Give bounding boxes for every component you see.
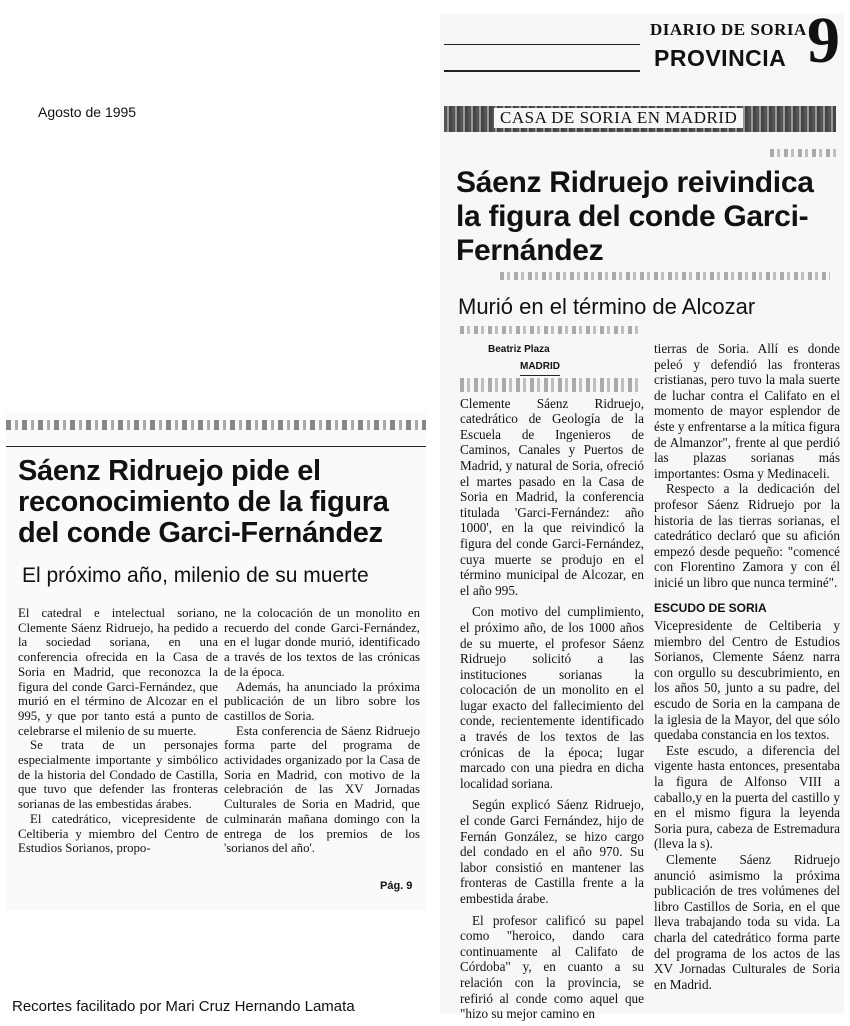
right-subheadline: Murió en el término de Alcozar	[458, 294, 756, 319]
right-newspaper-clipping	[440, 4, 844, 1022]
print-noise	[460, 378, 640, 392]
left-newspaper-clipping	[6, 412, 426, 910]
right-paragraph: Vicepresidente de Celtiberia y miembro del Centro de Estudios Sorianos, Clemente Sáenz narra con orgullo su descubrimiento, en los años 50, junto a su padre, del escudo de Soria en la campana de la iglesia de la Mayor, del que sólo quedaba constancia en los textos.	[654, 618, 840, 743]
date-note: Agosto de 1995	[38, 104, 137, 120]
left-subheadline: El próximo año, milenio de su muerte	[22, 564, 369, 587]
section-bar	[444, 106, 836, 132]
right-inline-subhead: ESCUDO DE SORIA	[654, 600, 767, 615]
masthead-paper-name: DIARIO DE SORIA	[650, 20, 807, 39]
right-paragraph: Clemente Sáenz Ridruejo anunció asimismo la próxima publicación de tres volúmenes del libro Castillos de Soria, en el que lleva trabajando toda su vida. La charla del catedrático forma parte del programa de los actos de las XV Jornadas Culturales de Soria en Madrid.	[654, 852, 840, 992]
right-article-column-1	[460, 357, 644, 1022]
print-noise	[500, 272, 830, 280]
print-noise	[770, 149, 840, 157]
right-paragraph: Clemente Sáenz Ridruejo, catedrático de Geología de la Escuela de Ingenieros de Caminos, Canales y Puertos de Madrid, y natural de Soria, ofreció el martes pasado en la Casa de Soria en Madrid, la conferencia titulada 'Garci-Fernández: año 1000', en la que reivindicó la figura del conde Garci-Fernández, cuya muerte se produjo en el término municipal de Alcozar, en el año 995.	[460, 395, 644, 598]
left-article-column-2	[224, 606, 420, 856]
print-noise	[6, 420, 426, 430]
left-paragraph: ne la colocación de un monolito en recuerdo del conde Garci-Fernández, en el lugar donde murió, identificado a través de los textos de las crónicas de la época.	[224, 606, 420, 679]
left-paragraph: Además, ha anunciado la próxima publicación de un libro sobre los castillos de Soria.	[224, 679, 420, 723]
masthead-section-name: PROVINCIA	[654, 45, 787, 71]
masthead-rule	[444, 70, 640, 72]
masthead-rule	[444, 44, 640, 45]
left-paragraph: Esta conferencia de Sáenz Ridruejo forma parte del programa de actividades organizado por la Casa de Soria en Madrid, con motivo de la celebración de las XV Jornadas Culturales de Soria en Madrid, que culminarán mañana domingo con la entrega de los premios de los 'sorianos del año'.	[224, 723, 420, 856]
right-paragraph: tierras de Soria. Allí es donde peleó y defendió las fronteras cristianas, pero tuvo la mala suerte de luchar contra el Califato en el momento de mayor esplendor de éste y enfrentarse a la mítica figura de Almanzor", frente al que perdió las plazas sorianas más importantes: Osma y Medinaceli.	[654, 341, 840, 481]
dateline: MADRID	[520, 359, 560, 376]
credit-note: Recortes facilitado por Mari Cruz Hernando Lamata	[12, 998, 355, 1015]
right-headline: Sáenz Ridruejo reivindica la figura del conde Garci-Fernández	[456, 166, 814, 267]
right-paragraph: Este escudo, a diferencia del vigente hasta entonces, presentaba la figura de Alfonso VIII a caballo,y en la puerta del castillo y en el mismo figura la leyenda Soria pura, cabeza de Estremadura (lleva la s).	[654, 742, 840, 852]
right-paragraph: Con motivo del cumplimiento, el próximo año, de los 1000 años de su muerte, el profesor Sáenz Ridruejo solicitó a las instituciones sorianas la colocación de un monolito en el lugar exacto del fallecimiento del conde, recientemente identificado a través de los textos de las crónicas de la época; lugar marcado con una piedra en dicha localidad soriana.	[460, 604, 644, 791]
left-paragraph: El catedrático, vicepresidente de Celtiberia y miembro del Centro de Estudios Sorianos, propo-	[18, 811, 218, 856]
left-article-column-1	[18, 606, 218, 856]
left-paragraph: El catedral e intelectual soriano, Clemente Sáenz Ridruejo, ha pedido a la sociedad soriana, en una conferencia ofrecida en la Casa de Soria en Madrid, que reconozca la figura del conde Garci-Fernández, que murió en el término de Alcozar en el 995, y que por tanto está a punto de celebrarse el milenio de su muerte.	[18, 606, 218, 738]
section-label: CASA DE SORIA EN MADRID	[494, 108, 743, 128]
right-article-column-2	[654, 341, 840, 992]
header-rule	[6, 446, 426, 447]
right-paragraph: Respecto a la dedicación del profesor Sáenz Ridruejo por la historia de las tierras sorianas, el catedrático declaró que su afición empezó desde pequeño: "comencé con Florentino Zamora y con él inicié un libro que nunca terminé".	[654, 481, 840, 590]
page-number: 9	[807, 4, 840, 77]
print-noise	[460, 326, 640, 334]
right-paragraph: El profesor calificó su papel como "heroico, dando cara continuamente al Califato de Córdoba" y, en cuanto a su relación con la provincia, se refirió al conde como aquel que "hizo su mejor camino en	[460, 912, 644, 1022]
page-reference: Pág. 9	[380, 880, 413, 892]
right-byline: Beatriz Plaza	[488, 344, 550, 355]
left-paragraph: Se trata de un personajes especialmente importante y simbólico de la historia del Condado de Castilla, que tuvo que defender las fronteras sorianas de las embestidas árabes.	[18, 738, 218, 812]
right-paragraph: Según explicó Sáenz Ridruejo, el conde Garci Fernández, hijo de Fernán González, se hizo cargo del condado en el año 970. Su labor consistió en mantener las fronteras de Castilla frente a la embestida árabe.	[460, 797, 644, 906]
left-headline: Sáenz Ridruejo pide el reconocimiento de la figura del conde Garci-Fernández	[18, 455, 389, 549]
